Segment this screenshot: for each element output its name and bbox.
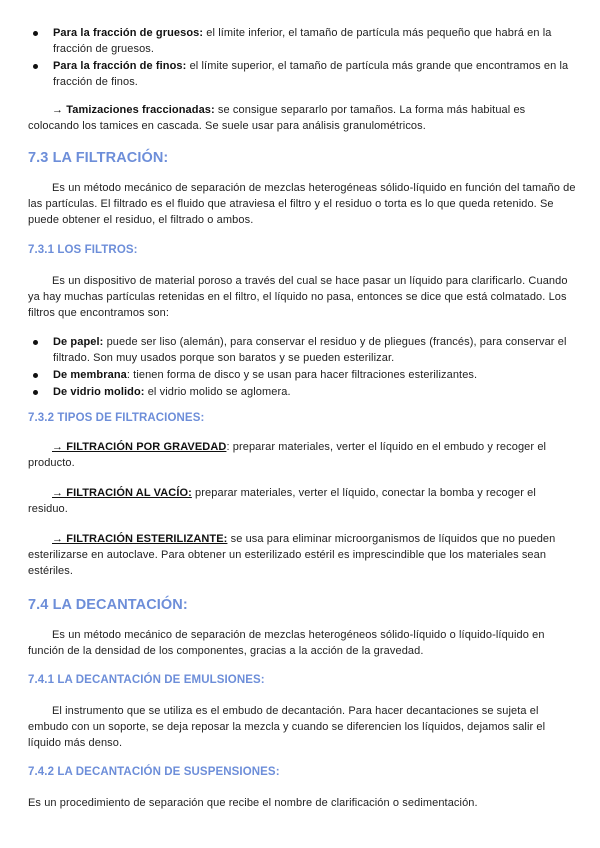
section-heading-decantacion: 7.4 LA DECANTACIÓN: bbox=[28, 597, 188, 613]
filtracion-esterilizante-paragraph: → FILTRACIÓN ESTERILIZANTE: se usa para eliminar microorganismos de líquidos que no pueden esterilizarse en autoclave. Para obtener un esterilizado estéril es imprescindible que los materiales sean estériles. bbox=[28, 533, 556, 577]
suspensiones-paragraph: Es un procedimiento de separación que recibe el nombre de clarificación o sedimentación. bbox=[28, 797, 478, 809]
list-item: Para la fracción de finos: el límite superior, el tamaño de partícula más grande que encontramos en la fracción de finos. bbox=[28, 58, 576, 90]
bullet-icon bbox=[33, 31, 38, 36]
subsection-heading-filtros: 7.3.1 LOS FILTROS: bbox=[28, 244, 138, 256]
filtracion-gravedad-paragraph: → FILTRACIÓN POR GRAVEDAD: preparar materiales, verter el líquido en el embudo y recoger el producto. bbox=[28, 441, 547, 469]
filtracion-paragraph: Es un método mecánico de separación de mezclas heterogéneas sólido-líquido en función del tamaño de las partículas. El filtrado es el fluido que atraviesa el filtro y el residuo o torta es lo que queda retenido. Se puede obtener el residuo, el filtrado o ambos. bbox=[28, 182, 576, 226]
bullet-icon bbox=[33, 340, 38, 345]
list-item: De membrana: tienen forma de disco y se usan para hacer filtraciones esterilizantes. bbox=[28, 367, 576, 383]
tamizaciones-paragraph: → Tamizaciones fraccionadas: se consigue separarlo por tamaños. La forma más habitual es colocando los tamices en cascada. Se suele usar para análisis granulométricos. bbox=[28, 104, 526, 132]
list-item: De vidrio molido: el vidrio molido se aglomera. bbox=[28, 384, 576, 400]
filter-types-bullet-list bbox=[28, 334, 576, 401]
subsection-heading-suspensiones: 7.4.2 LA DECANTACIÓN DE SUSPENSIONES: bbox=[28, 766, 280, 778]
subsection-heading-emulsiones: 7.4.1 LA DECANTACIÓN DE EMULSIONES: bbox=[28, 674, 265, 686]
bullet-icon bbox=[33, 373, 38, 378]
coarse-fine-bullet-list bbox=[28, 25, 576, 91]
decantacion-paragraph: Es un método mecánico de separación de mezclas heterogéneos sólido-líquido o líquido-líquido en función de la densidad de los componentes, gracias a la acción de la gravedad. bbox=[28, 629, 545, 657]
emulsiones-paragraph: El instrumento que se utiliza es el embudo de decantación. Para hacer decantaciones se sujeta el embudo con un soporte, se deja reposar la mezcla y cuando se diferencien los líquidos, dejamos salir el líquido más denso. bbox=[28, 705, 546, 749]
section-heading-filtracion: 7.3 LA FILTRACIÓN: bbox=[28, 150, 169, 166]
bullet-icon bbox=[33, 64, 38, 69]
list-item: Para la fracción de gruesos: el límite inferior, el tamaño de partícula más pequeño que habrá en la fracción de gruesos. bbox=[28, 25, 576, 57]
filtracion-vacio-paragraph: → FILTRACIÓN AL VACÍO: preparar materiales, verter el líquido, conectar la bomba y recoger el residuo. bbox=[28, 487, 536, 515]
list-item: De papel: puede ser liso (alemán), para conservar el residuo y de pliegues (francés), para conservar el filtrado. Son muy usados porque son baratos y se pueden esterilizar. bbox=[28, 334, 576, 366]
bullet-icon bbox=[33, 390, 38, 395]
subsection-heading-tipos: 7.3.2 TIPOS DE FILTRACIONES: bbox=[28, 412, 205, 424]
filtros-paragraph: Es un dispositivo de material poroso a través del cual se hace pasar un líquido para clarificarlo. Cuando ya hay muchas partículas retenidas en el filtro, el líquido no pasa, entonces se dice que está colmatado. Los filtros que encontramos son: bbox=[28, 275, 568, 319]
